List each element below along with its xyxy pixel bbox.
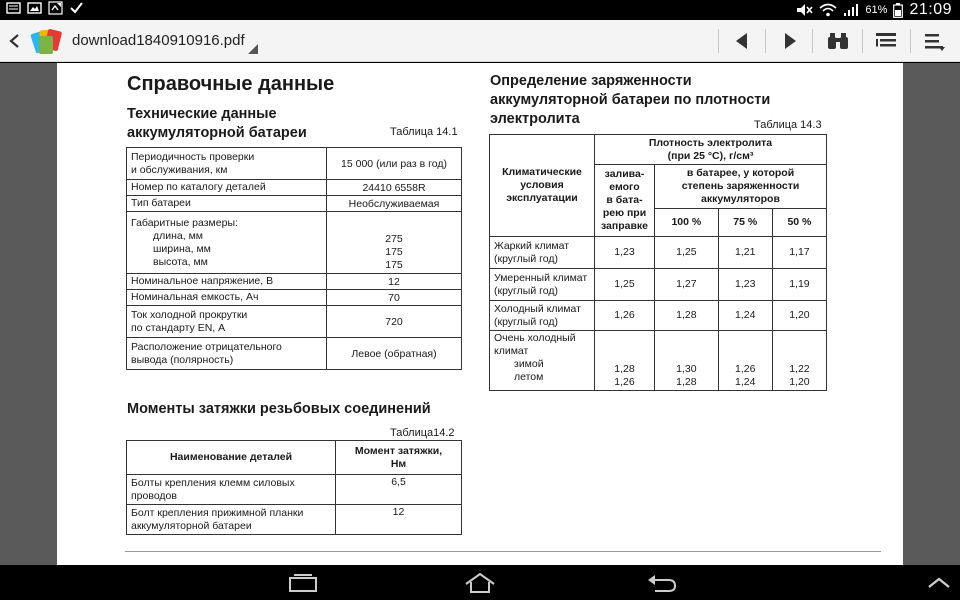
table-cell-label: [490, 237, 595, 269]
table-cell-value: [772, 331, 826, 391]
label-line: по стандарту EN, А: [131, 321, 226, 334]
list-view-icon: [875, 31, 897, 51]
table-cell-value: [327, 212, 462, 274]
table-cell-label: [490, 269, 595, 301]
header-line: аккумуляторов: [701, 193, 780, 205]
table-cell-value: 1,21: [718, 237, 772, 269]
table-header-row: [490, 135, 827, 165]
header-line: в батарее, у которой: [686, 167, 795, 179]
battery-specs-table: [126, 147, 462, 370]
table-cell-value: 15 000 (или раз в год): [327, 148, 462, 180]
table-cell-value: 12: [327, 274, 462, 290]
table-cell-label: [127, 212, 327, 274]
battery-icon: [893, 3, 903, 18]
label-line: Ток холодной прокрутки: [131, 308, 248, 321]
label-line: Периодичность проверки: [131, 150, 255, 163]
table-row: [490, 269, 827, 301]
toolbar-divider: [765, 29, 766, 53]
table-cell-value: 24410 6558R: [327, 180, 462, 196]
table-cell-value: 1,24: [718, 301, 772, 331]
torque-table: [126, 440, 462, 535]
value-line: 1,26: [735, 363, 756, 375]
header-cell: Наименование деталей: [127, 441, 336, 475]
value-line: 1,30: [676, 363, 697, 375]
header-line: степень заряженности: [681, 180, 800, 192]
previous-page-button[interactable]: [726, 26, 758, 56]
label-line: Умеренный климат: [494, 271, 588, 284]
arrow-left-icon: [733, 32, 751, 50]
table-cell-value: 1,25: [595, 269, 655, 301]
home-icon[interactable]: [463, 572, 497, 594]
recent-apps-icon[interactable]: [286, 572, 320, 594]
table-cell-label: [127, 505, 336, 535]
table-row: [127, 196, 462, 212]
sync-icon: [48, 1, 63, 15]
table-cell-value: 1,17: [772, 237, 826, 269]
dropdown-caret-icon[interactable]: [248, 44, 258, 54]
gallery-icon: [27, 1, 42, 15]
header-cell: 50 %: [772, 209, 826, 237]
electrolyte-density-table: [489, 134, 827, 391]
value-line: 175: [385, 259, 403, 271]
table-cell-label: [127, 148, 327, 180]
header-line: рею при: [602, 207, 647, 219]
page-rule: [125, 551, 881, 552]
table-cell-label: Номинальная емкость, Ач: [127, 290, 327, 306]
table-cell-value: 1,28: [655, 301, 719, 331]
label-line: Расположение отрицательного: [131, 340, 282, 353]
label-line: высота, мм: [153, 255, 208, 268]
page-heading: Справочные данные: [127, 73, 335, 95]
table-row: [490, 301, 827, 331]
table-row: [127, 290, 462, 306]
back-nav-icon[interactable]: [645, 572, 679, 594]
table-row: [127, 180, 462, 196]
label-line: летом: [514, 371, 544, 383]
pdf-viewer-toolbar: [0, 20, 960, 62]
label-line: (круглый год): [494, 284, 558, 297]
download-done-icon: [69, 1, 84, 15]
table-header-row: [127, 441, 462, 475]
table-cell-value: 1,23: [595, 237, 655, 269]
label-line: зимой: [514, 358, 544, 370]
table-cell-value: 70: [327, 290, 462, 306]
table3-title: [490, 72, 770, 129]
table2-caption: Таблица14.2: [390, 427, 455, 439]
app-logo-icon[interactable]: [30, 24, 64, 58]
label-line: ширина, мм: [153, 242, 211, 255]
header-cell: 75 %: [718, 209, 772, 237]
label-line: проводов: [131, 489, 177, 502]
header-line: Климатические: [502, 166, 582, 178]
table-cell-label: [490, 301, 595, 331]
table-row: [127, 505, 462, 535]
header-line: заправке: [600, 220, 649, 232]
table3-title-line: Определение заряженности: [490, 73, 692, 89]
table-cell-label: [127, 338, 327, 370]
table-cell-value: [595, 331, 655, 391]
battery-percent: 61%: [865, 4, 888, 16]
label-line: длина, мм: [153, 229, 204, 242]
table-row: [127, 306, 462, 338]
table-cell-label: [127, 475, 336, 505]
header-line: в бата-: [606, 194, 643, 206]
value-line: 1,22: [789, 363, 810, 375]
table-cell-value: 1,27: [655, 269, 719, 301]
header-cell: [595, 165, 655, 237]
toolbar-divider: [812, 29, 813, 53]
table-row: [127, 338, 462, 370]
table3-title-line: электролита: [490, 111, 580, 127]
pdf-page[interactable]: [57, 63, 903, 565]
header-line: (при 25 °С), г/см³: [667, 149, 754, 162]
table-cell-value: 1,26: [595, 301, 655, 331]
next-page-button[interactable]: [774, 26, 806, 56]
header-line: Момент затяжки,: [354, 444, 443, 457]
table1-caption: Таблица 14.1: [390, 126, 458, 138]
toolbar-divider: [862, 29, 863, 53]
chevron-up-icon[interactable]: [922, 572, 956, 594]
header-line: Нм: [390, 457, 407, 470]
label-line: и обслуживания, км: [131, 163, 228, 176]
table-row: [127, 212, 462, 274]
table-cell-value: 6,5: [336, 475, 462, 505]
header-line: Плотность электролита: [648, 136, 773, 149]
header-line: эксплуатации: [506, 192, 578, 204]
label-line: Болт крепления прижимной планки: [131, 506, 304, 519]
signal-icon: [843, 3, 859, 17]
notes-icon: [6, 1, 21, 15]
value-line: 1,24: [735, 376, 756, 388]
header-cell: 100 %: [655, 209, 719, 237]
status-bar: [0, 0, 960, 20]
find-button[interactable]: [822, 26, 854, 56]
value-line: 1,26: [614, 376, 635, 388]
label-line: Болты крепления клемм силовых: [131, 476, 295, 489]
table1-title: [127, 105, 307, 143]
header-line: залива-: [604, 168, 645, 180]
label-line: Холодный климат: [494, 302, 581, 315]
label-line: Габаритные размеры:: [131, 216, 238, 229]
label-line: Жаркий климат: [494, 239, 570, 252]
table-row: [127, 475, 462, 505]
wifi-icon: [819, 3, 837, 17]
value-line: 275: [385, 233, 403, 245]
table-cell-value: 12: [336, 505, 462, 535]
value-line: 1,28: [676, 376, 697, 388]
table-row: [127, 274, 462, 290]
table3-caption: Таблица 14.3: [754, 119, 822, 131]
table-row: [490, 331, 827, 391]
table-cell-label: [490, 331, 595, 391]
table-row: [490, 237, 827, 269]
table-cell-label: [127, 306, 327, 338]
clock: 21:09: [909, 1, 952, 18]
value-line: 1,20: [789, 376, 810, 388]
label-line: вывода (полярность): [131, 353, 234, 366]
table2-title: Моменты затяжки резьбовых соединений: [127, 401, 431, 417]
document-title[interactable]: download1840910916.pdf: [72, 32, 245, 49]
label-line: Очень холодный: [494, 332, 576, 344]
label-line: аккумуляторной батареи: [131, 519, 252, 532]
toolbar-divider: [718, 29, 719, 53]
header-cell: [595, 135, 827, 165]
table-cell-label: Номинальное напряжение, В: [127, 274, 327, 290]
header-line: емого: [609, 181, 640, 193]
value-line: 175: [385, 246, 403, 258]
overflow-menu-button[interactable]: [918, 26, 950, 56]
table-cell-value: 1,23: [718, 269, 772, 301]
table3-title-line: аккумуляторной батареи по плотности: [490, 92, 771, 108]
table-cell-value: 1,20: [772, 301, 826, 331]
system-nav-bar: [0, 565, 960, 600]
table-cell-value: [655, 331, 719, 391]
arrow-right-icon: [781, 32, 799, 50]
toolbar-divider: [910, 29, 911, 53]
menu-icon: [923, 31, 945, 51]
table1-title-line: аккумуляторной батареи: [127, 125, 307, 141]
table-cell-value: [718, 331, 772, 391]
view-mode-button[interactable]: [870, 26, 902, 56]
table-cell-label: Номер по каталогу деталей: [127, 180, 327, 196]
label-line: (круглый год): [494, 252, 558, 265]
header-cell: [336, 441, 462, 475]
label-line: климат: [494, 345, 529, 357]
table-cell-value: Необслуживаемая: [327, 196, 462, 212]
header-cell: [655, 165, 827, 209]
table-cell-value: Левое (обратная): [327, 338, 462, 370]
table-cell-value: 720: [327, 306, 462, 338]
binoculars-icon: [826, 31, 850, 51]
table-row: [127, 148, 462, 180]
table-cell-value: 1,25: [655, 237, 719, 269]
mute-icon: [795, 3, 813, 17]
label-line: (круглый год): [494, 315, 558, 328]
header-line: условия: [520, 179, 564, 191]
table-cell-label: Тип батареи: [127, 196, 327, 212]
table-cell-value: 1,19: [772, 269, 826, 301]
value-line: 1,28: [614, 363, 635, 375]
back-chevron-icon[interactable]: [6, 30, 24, 52]
header-cell: [490, 135, 595, 237]
table1-title-line: Технические данные: [127, 106, 277, 122]
